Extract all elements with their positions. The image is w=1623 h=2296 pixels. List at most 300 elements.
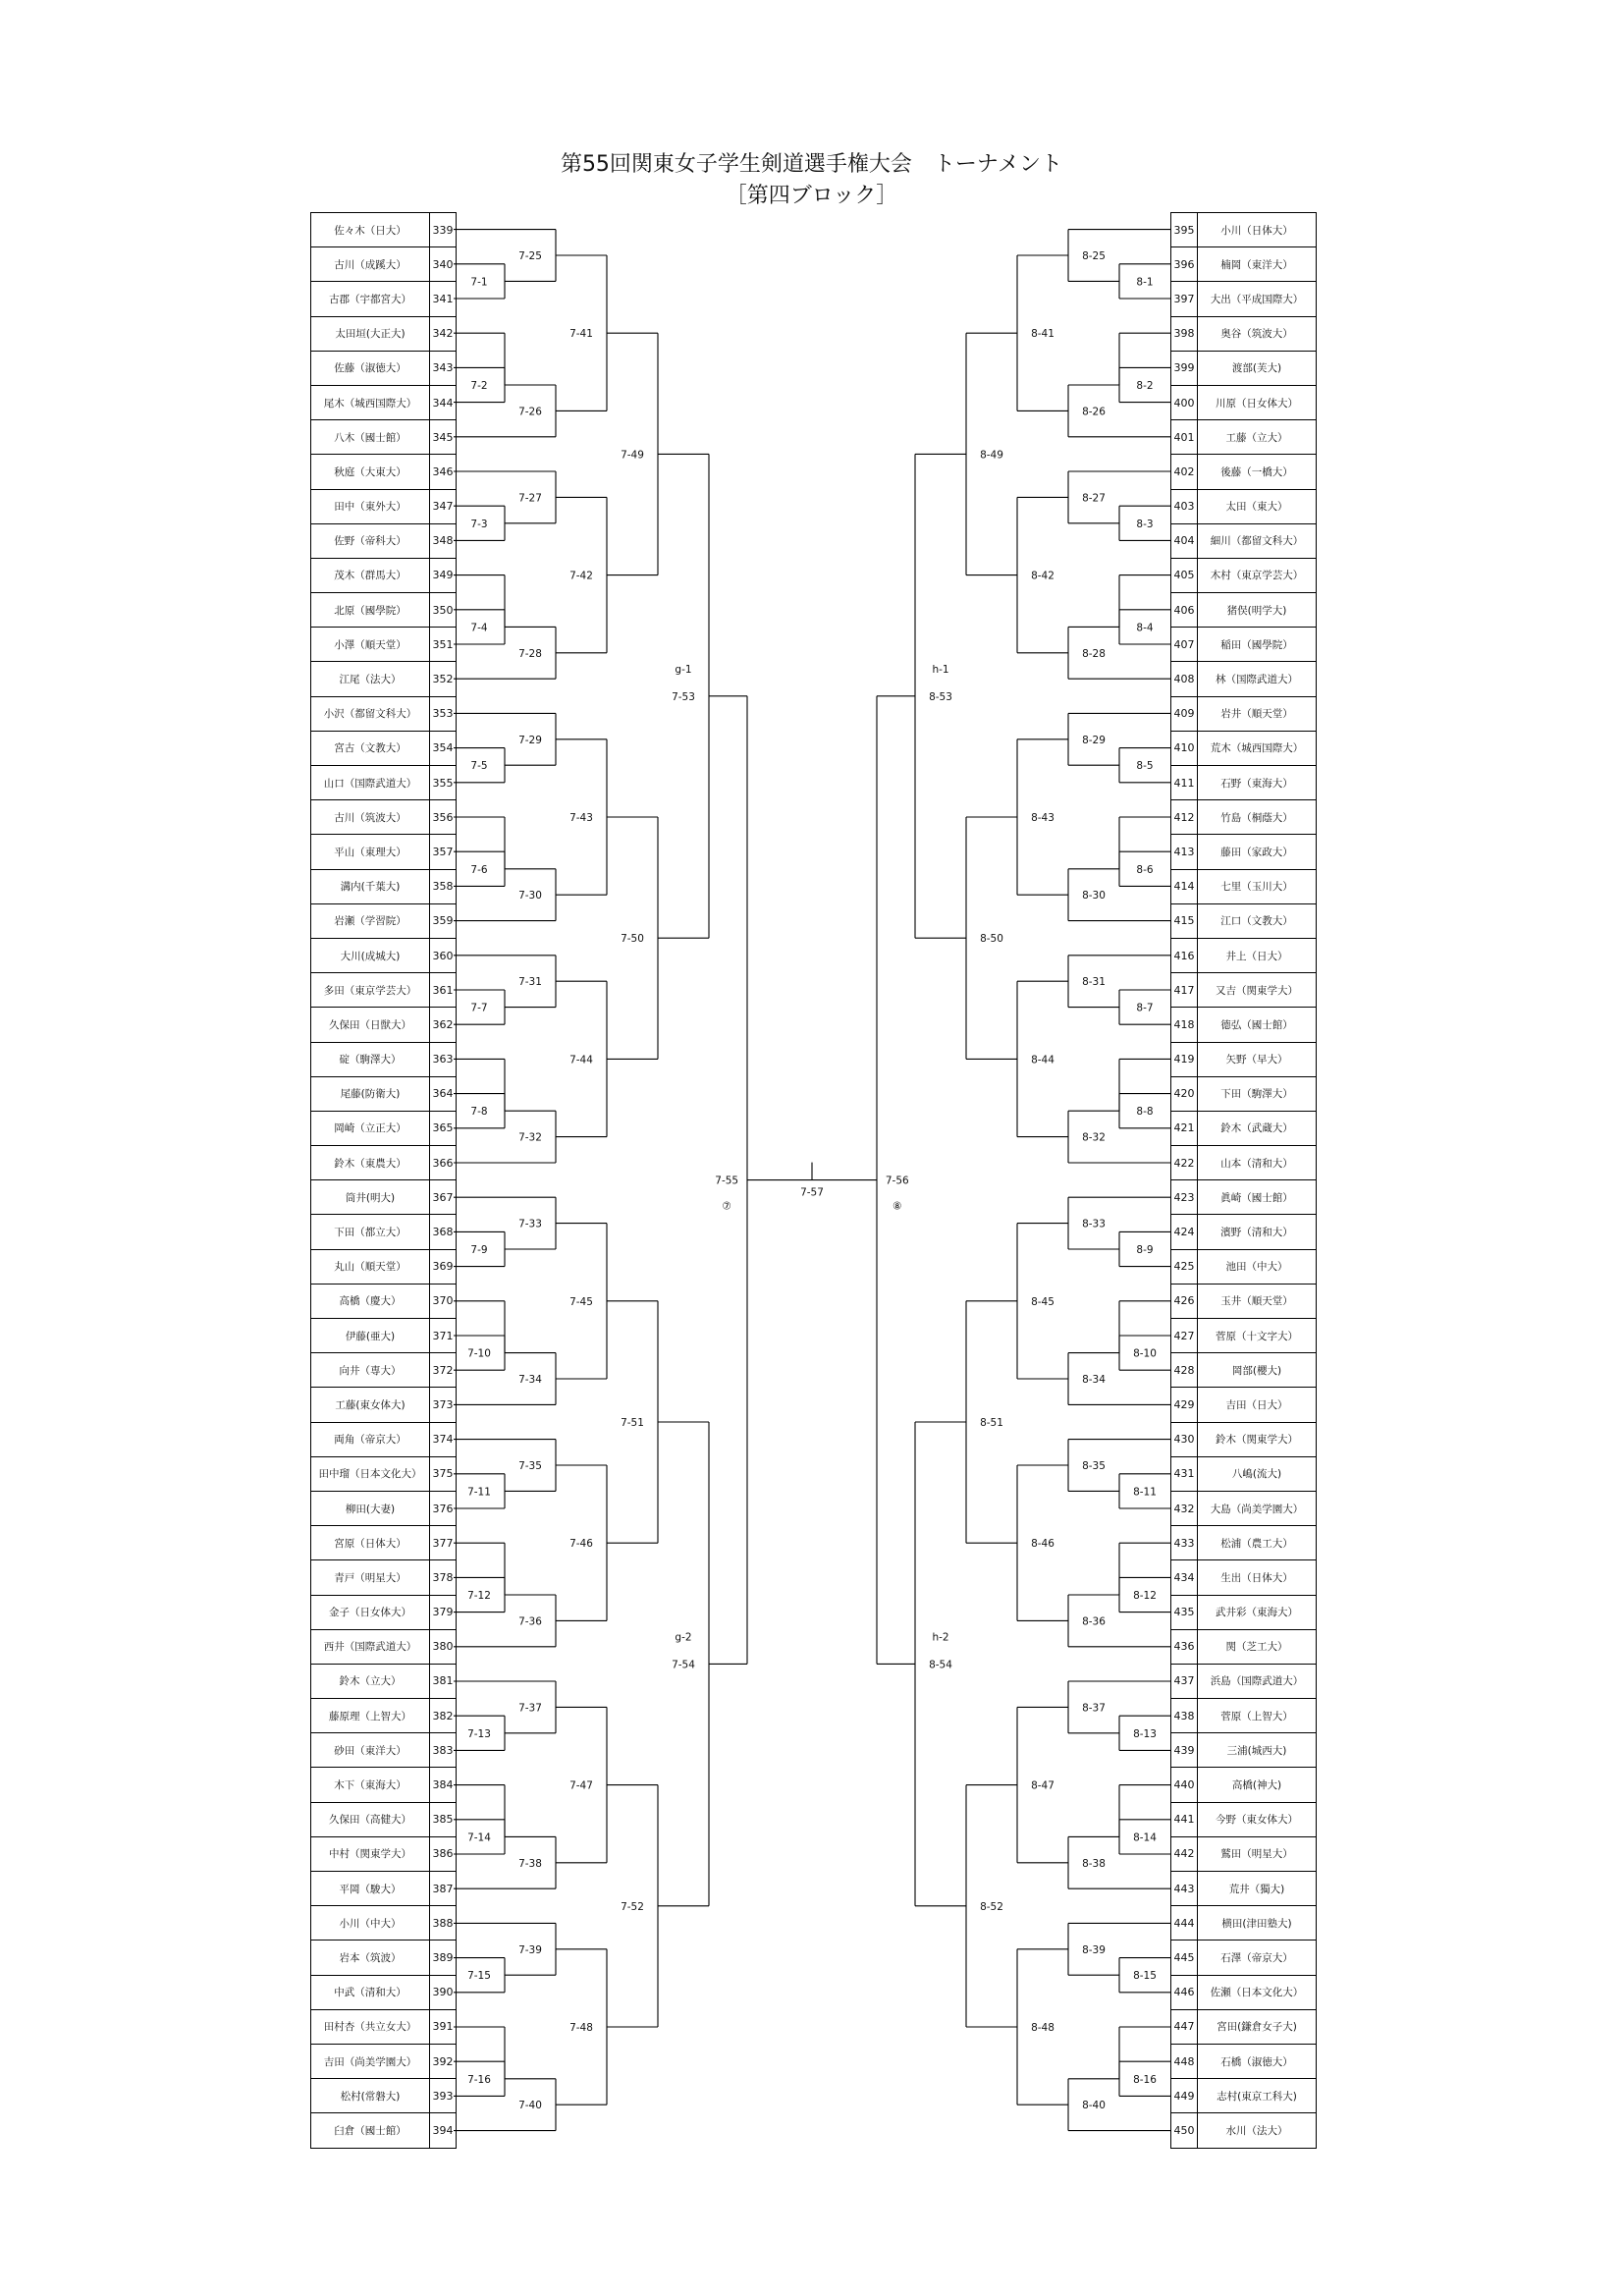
player-number: 447 — [1171, 2009, 1198, 2044]
player-number: 439 — [1171, 1733, 1198, 1768]
match-label: 7-49 — [621, 449, 644, 462]
player-number: 339 — [430, 213, 457, 247]
player-number: 363 — [430, 1042, 457, 1076]
match-label: 8-1 — [1136, 276, 1154, 289]
player-number: 392 — [430, 2044, 457, 2078]
player-name: 楠岡（東洋大） — [1198, 247, 1317, 282]
player-name: 小川（日体大） — [1198, 213, 1317, 247]
player-name: 岩本（筑波） — [311, 1941, 430, 1975]
player-number: 434 — [1171, 1560, 1198, 1595]
match-label: 8-38 — [1082, 1857, 1106, 1870]
player-name: 砂田（東洋大） — [311, 1733, 430, 1768]
player-number: 341 — [430, 282, 457, 316]
match-label: 8-46 — [1031, 1538, 1055, 1551]
player-name: 宮古（文教大） — [311, 731, 430, 765]
player-number: 394 — [430, 2113, 457, 2148]
match-label: 7-40 — [518, 2100, 542, 2112]
match-label: 7-43 — [569, 812, 593, 824]
match-label: 7-26 — [518, 406, 542, 418]
player-name: 久保田（高健大） — [311, 1802, 430, 1836]
match-label: 7-25 — [518, 250, 542, 262]
player-number: 438 — [1171, 1699, 1198, 1733]
player-name: 向井（専大） — [311, 1353, 430, 1388]
player-name: 青戸（明星大） — [311, 1560, 430, 1595]
player-number: 360 — [430, 938, 457, 972]
match-label: 8-40 — [1082, 2100, 1106, 2112]
player-name: 吉田（日大） — [1198, 1388, 1317, 1422]
player-name: 池田（中大） — [1198, 1249, 1317, 1284]
player-number: 374 — [430, 1422, 457, 1456]
player-name: 八嶋(流大) — [1198, 1456, 1317, 1491]
player-number: 346 — [430, 455, 457, 489]
player-name: 工藤(東女体大) — [311, 1388, 430, 1422]
player-name: 江口（文教大） — [1198, 903, 1317, 938]
player-number: 420 — [1171, 1076, 1198, 1111]
player-name: 菅原（十文字大） — [1198, 1319, 1317, 1353]
player-name: 井上（日大） — [1198, 938, 1317, 972]
match-label: 7-56 — [885, 1175, 909, 1187]
player-number: 369 — [430, 1249, 457, 1284]
player-name: 伊藤(亜大) — [311, 1319, 430, 1353]
player-name: 松浦（農工大） — [1198, 1526, 1317, 1560]
player-name: 古郡（宇都宮大） — [311, 282, 430, 316]
player-number: 353 — [430, 696, 457, 731]
player-number: 375 — [430, 1456, 457, 1491]
player-number: 378 — [430, 1560, 457, 1595]
match-label: 8-25 — [1082, 250, 1106, 262]
group-tag: h-1 — [932, 663, 949, 676]
player-name: 宮田(鎌倉女子大) — [1198, 2009, 1317, 2044]
match-label: 8-48 — [1031, 2022, 1055, 2034]
match-label: 7-29 — [518, 734, 542, 746]
player-number: 415 — [1171, 903, 1198, 938]
player-number: 376 — [430, 1491, 457, 1525]
player-name: 江尾（法大） — [311, 662, 430, 696]
match-label: 7-36 — [518, 1615, 542, 1628]
player-name: 太田（東大） — [1198, 489, 1317, 523]
player-number: 366 — [430, 1146, 457, 1180]
player-name: 藤原理（上智大） — [311, 1699, 430, 1733]
player-number: 428 — [1171, 1353, 1198, 1388]
player-name: 田中瑠（日本文化大） — [311, 1456, 430, 1491]
player-name: 岩瀬（学習院） — [311, 903, 430, 938]
match-label: 7-41 — [569, 328, 593, 341]
player-number: 372 — [430, 1353, 457, 1388]
player-name: 鈴木（武蔵大） — [1198, 1111, 1317, 1145]
player-name: 後藤（一橋大） — [1198, 455, 1317, 489]
player-name: 佐々木（日大） — [311, 213, 430, 247]
player-name: 三浦(城西大) — [1198, 1733, 1317, 1768]
match-label: 8-7 — [1136, 1002, 1154, 1014]
player-number: 446 — [1171, 1975, 1198, 2009]
match-label: 8-32 — [1082, 1131, 1106, 1144]
match-label: 7-5 — [470, 760, 488, 773]
player-name: 林（国際武道大） — [1198, 662, 1317, 696]
match-label: 7-28 — [518, 647, 542, 660]
player-number: 364 — [430, 1076, 457, 1111]
match-label: 8-26 — [1082, 406, 1106, 418]
player-name: 工藤（立大） — [1198, 420, 1317, 455]
match-label: 7-12 — [467, 1590, 491, 1602]
player-name: 碇（駒澤大） — [311, 1042, 430, 1076]
player-name: 筒井(明大) — [311, 1180, 430, 1215]
player-name: 佐野（帝科大） — [311, 523, 430, 558]
player-number: 398 — [1171, 316, 1198, 351]
group-tag: g-1 — [675, 663, 692, 676]
player-name: 小沢（都留文科大） — [311, 696, 430, 731]
player-name: 荒井（獨大) — [1198, 1872, 1317, 1906]
match-label: 8-37 — [1082, 1702, 1106, 1715]
match-label: 7-27 — [518, 492, 542, 505]
match-label: 8-3 — [1136, 518, 1154, 530]
match-label: 8-10 — [1133, 1347, 1157, 1360]
player-name: 川原（日女体大） — [1198, 385, 1317, 419]
player-name: 鷲田（明星大） — [1198, 1836, 1317, 1871]
player-number: 368 — [430, 1215, 457, 1249]
match-label: 8-49 — [980, 449, 1003, 462]
match-label: 7-42 — [569, 570, 593, 582]
player-name: 又吉（関東学大） — [1198, 973, 1317, 1008]
match-label: 7-6 — [470, 863, 488, 876]
match-label: 7-11 — [467, 1486, 491, 1499]
player-name: 丸山（順天堂） — [311, 1249, 430, 1284]
match-label: 7-10 — [467, 1347, 491, 1360]
player-number: 435 — [1171, 1595, 1198, 1629]
player-number: 345 — [430, 420, 457, 455]
player-number: 362 — [430, 1008, 457, 1042]
player-number: 413 — [1171, 835, 1198, 869]
player-number: 411 — [1171, 766, 1198, 800]
player-name: 尾藤(防衛大) — [311, 1076, 430, 1111]
player-number: 427 — [1171, 1319, 1198, 1353]
block-mark: ⑧ — [893, 1200, 902, 1213]
match-label: 7-30 — [518, 890, 542, 902]
group-tag: h-2 — [932, 1631, 949, 1644]
player-name: 両角（帝京大） — [311, 1422, 430, 1456]
player-name: 猪俣(明学大) — [1198, 593, 1317, 628]
player-number: 403 — [1171, 489, 1198, 523]
player-name: 石澤（帝京大） — [1198, 1941, 1317, 1975]
player-number: 441 — [1171, 1802, 1198, 1836]
match-label: 7-51 — [621, 1417, 644, 1429]
player-number: 359 — [430, 903, 457, 938]
player-number: 443 — [1171, 1872, 1198, 1906]
match-label: 7-31 — [518, 976, 542, 989]
player-number: 406 — [1171, 593, 1198, 628]
match-label: 8-27 — [1082, 492, 1106, 505]
player-number: 419 — [1171, 1042, 1198, 1076]
player-name: 柳田(大妻) — [311, 1491, 430, 1525]
player-number: 397 — [1171, 282, 1198, 316]
match-label: 7-38 — [518, 1857, 542, 1870]
match-label: 8-30 — [1082, 890, 1106, 902]
player-name: 浜島（国際武道大） — [1198, 1664, 1317, 1698]
player-number: 405 — [1171, 558, 1198, 592]
player-number: 404 — [1171, 523, 1198, 558]
player-name: 藤田（家政大） — [1198, 835, 1317, 869]
match-label: 7-7 — [470, 1002, 488, 1014]
player-number: 344 — [430, 385, 457, 419]
player-number: 401 — [1171, 420, 1198, 455]
player-name: 小川（中大） — [311, 1906, 430, 1941]
match-label: 8-9 — [1136, 1244, 1154, 1256]
player-name: 奥谷（筑波大） — [1198, 316, 1317, 351]
match-label: 7-15 — [467, 1970, 491, 1983]
match-label: 7-55 — [715, 1175, 739, 1187]
match-label: 7-54 — [672, 1659, 695, 1671]
player-number: 445 — [1171, 1941, 1198, 1975]
match-label: 8-42 — [1031, 570, 1055, 582]
player-number: 437 — [1171, 1664, 1198, 1698]
player-name: 濱野（清和大） — [1198, 1215, 1317, 1249]
player-name: 久保田（日獣大） — [311, 1008, 430, 1042]
player-number: 361 — [430, 973, 457, 1008]
match-label: 8-36 — [1082, 1615, 1106, 1628]
player-number: 423 — [1171, 1180, 1198, 1215]
player-name: 岩井（順天堂） — [1198, 696, 1317, 731]
player-name: 小澤（順天堂） — [311, 628, 430, 662]
player-name: 鈴木（関東学大） — [1198, 1422, 1317, 1456]
player-number: 367 — [430, 1180, 457, 1215]
match-label: 8-51 — [980, 1417, 1003, 1429]
player-name: 高橋（慶大） — [311, 1284, 430, 1318]
player-number: 373 — [430, 1388, 457, 1422]
player-name: 岡崎（立正大） — [311, 1111, 430, 1145]
match-label: 7-14 — [467, 1831, 491, 1844]
player-number: 352 — [430, 662, 457, 696]
player-number: 379 — [430, 1595, 457, 1629]
player-name: 鈴木（東農大） — [311, 1146, 430, 1180]
player-number: 389 — [430, 1941, 457, 1975]
match-label: 7-53 — [672, 690, 695, 703]
match-label: 8-50 — [980, 933, 1003, 946]
player-number: 354 — [430, 731, 457, 765]
match-label: 7-16 — [467, 2073, 491, 2086]
player-name: 山本（清和大） — [1198, 1146, 1317, 1180]
player-name: 鈴木（立大） — [311, 1664, 430, 1698]
player-number: 440 — [1171, 1768, 1198, 1802]
match-label: 7-4 — [470, 622, 488, 634]
match-label: 8-45 — [1031, 1295, 1055, 1308]
player-name: 平山（東理大） — [311, 835, 430, 869]
match-label: 7-48 — [569, 2022, 593, 2034]
player-number: 358 — [430, 869, 457, 903]
player-name: 細川（都留文科大） — [1198, 523, 1317, 558]
match-label: 7-9 — [470, 1244, 488, 1256]
player-name: 佐瀬（日本文化大） — [1198, 1975, 1317, 2009]
player-number: 384 — [430, 1768, 457, 1802]
player-number: 395 — [1171, 213, 1198, 247]
match-label: 7-32 — [518, 1131, 542, 1144]
match-label: 7-52 — [621, 1900, 644, 1913]
player-number: 431 — [1171, 1456, 1198, 1491]
player-name: 稲田（國學院） — [1198, 628, 1317, 662]
player-number: 425 — [1171, 1249, 1198, 1284]
player-number: 442 — [1171, 1836, 1198, 1871]
player-name: 德弘（國士館） — [1198, 1008, 1317, 1042]
player-name: 宮原（日体大） — [311, 1526, 430, 1560]
player-number: 418 — [1171, 1008, 1198, 1042]
player-number: 371 — [430, 1319, 457, 1353]
player-name: 古川（筑波大） — [311, 800, 430, 835]
match-label: 8-5 — [1136, 760, 1154, 773]
player-number: 383 — [430, 1733, 457, 1768]
group-tag: g-2 — [675, 1631, 692, 1644]
match-label: 8-54 — [929, 1659, 952, 1671]
player-name: 関（芝工大） — [1198, 1629, 1317, 1664]
match-label: 8-47 — [1031, 1779, 1055, 1792]
match-label: 8-34 — [1082, 1374, 1106, 1386]
player-name: 秋庭（大東大） — [311, 455, 430, 489]
player-number: 426 — [1171, 1284, 1198, 1318]
player-number: 400 — [1171, 385, 1198, 419]
player-name: 水川（法大） — [1198, 2113, 1317, 2148]
player-name: 石橋（淑徳大） — [1198, 2044, 1317, 2078]
match-label: 8-39 — [1082, 1943, 1106, 1956]
match-label: 8-35 — [1082, 1460, 1106, 1472]
player-name: 中村（関東学大） — [311, 1836, 430, 1871]
match-label: 8-52 — [980, 1900, 1003, 1913]
player-name: 金子（日女体大） — [311, 1595, 430, 1629]
player-number: 390 — [430, 1975, 457, 2009]
player-number: 414 — [1171, 869, 1198, 903]
player-name: 臼倉（國士館） — [311, 2113, 430, 2148]
player-number: 340 — [430, 247, 457, 282]
match-label: 8-43 — [1031, 812, 1055, 824]
player-number: 350 — [430, 593, 457, 628]
block-mark: ⑦ — [722, 1200, 731, 1213]
player-number: 377 — [430, 1526, 457, 1560]
match-label: 8-53 — [929, 690, 952, 703]
player-number: 436 — [1171, 1629, 1198, 1664]
player-name: 田中（東外大） — [311, 489, 430, 523]
player-name: 渡部(芙大) — [1198, 351, 1317, 385]
match-label: 7-8 — [470, 1106, 488, 1119]
player-number: 351 — [430, 628, 457, 662]
player-number: 449 — [1171, 2079, 1198, 2113]
player-name: 大川(成城大) — [311, 938, 430, 972]
match-label: 7-46 — [569, 1538, 593, 1551]
match-label: 7-45 — [569, 1295, 593, 1308]
final-label: 7-57 — [800, 1186, 824, 1199]
player-number: 387 — [430, 1872, 457, 1906]
player-name: 木村（東京学芸大） — [1198, 558, 1317, 592]
match-label: 8-4 — [1136, 622, 1154, 634]
player-name: 北原（國學院） — [311, 593, 430, 628]
player-number: 448 — [1171, 2044, 1198, 2078]
player-number: 343 — [430, 351, 457, 385]
player-name: 横田(津田塾大) — [1198, 1906, 1317, 1941]
match-label: 8-2 — [1136, 380, 1154, 392]
player-number: 396 — [1171, 247, 1198, 282]
tournament-title: 第55回関東女子学生剣道選手権大会 トーナメント — [560, 152, 1063, 177]
player-name: 多田（東京学芸大） — [311, 973, 430, 1008]
player-name: 武井彩（東海大） — [1198, 1595, 1317, 1629]
match-label: 7-44 — [569, 1054, 593, 1066]
player-name: 茂木（群馬大） — [311, 558, 430, 592]
player-name: 玉井（順天堂） — [1198, 1284, 1317, 1318]
player-name: 平岡（駿大） — [311, 1872, 430, 1906]
player-number: 347 — [430, 489, 457, 523]
match-label: 8-44 — [1031, 1054, 1055, 1066]
match-label: 8-41 — [1031, 328, 1055, 341]
player-name: 太田垣(大正大) — [311, 316, 430, 351]
player-name: 山口（国際武道大） — [311, 766, 430, 800]
player-number: 410 — [1171, 731, 1198, 765]
player-number: 370 — [430, 1284, 457, 1318]
match-label: 8-16 — [1133, 2073, 1157, 2086]
match-label: 8-8 — [1136, 1106, 1154, 1119]
player-name: 石野（東海大） — [1198, 766, 1317, 800]
player-number: 386 — [430, 1836, 457, 1871]
block-title: ［第四ブロック］ — [725, 184, 898, 208]
player-number: 342 — [430, 316, 457, 351]
player-name: 下田（駒澤大） — [1198, 1076, 1317, 1111]
player-number: 348 — [430, 523, 457, 558]
player-number: 416 — [1171, 938, 1198, 972]
player-number: 393 — [430, 2079, 457, 2113]
player-number: 429 — [1171, 1388, 1198, 1422]
player-name: 松村(常磐大) — [311, 2079, 430, 2113]
match-label: 8-28 — [1082, 647, 1106, 660]
player-number: 382 — [430, 1699, 457, 1733]
player-name: 佐藤（淑徳大） — [311, 351, 430, 385]
player-name: 眞崎（國士館） — [1198, 1180, 1317, 1215]
player-number: 421 — [1171, 1111, 1198, 1145]
player-name: 尾木（城西国際大） — [311, 385, 430, 419]
match-label: 8-31 — [1082, 976, 1106, 989]
player-name: 八木（國士館） — [311, 420, 430, 455]
player-number: 381 — [430, 1664, 457, 1698]
match-label: 7-33 — [518, 1218, 542, 1230]
player-name: 西井（国際武道大） — [311, 1629, 430, 1664]
player-number: 433 — [1171, 1526, 1198, 1560]
player-name: 生出（日体大） — [1198, 1560, 1317, 1595]
player-number: 450 — [1171, 2113, 1198, 2148]
player-name: 木下（東海大） — [311, 1768, 430, 1802]
match-label: 8-12 — [1133, 1590, 1157, 1602]
match-label: 7-3 — [470, 518, 488, 530]
match-label: 7-50 — [621, 933, 644, 946]
player-number: 412 — [1171, 800, 1198, 835]
player-name: 溝内(千葉大) — [311, 869, 430, 903]
match-label: 8-11 — [1133, 1486, 1157, 1499]
player-number: 357 — [430, 835, 457, 869]
player-number: 365 — [430, 1111, 457, 1145]
player-name: 荒木（城西国際大） — [1198, 731, 1317, 765]
player-number: 349 — [430, 558, 457, 592]
player-name: 七里（玉川大） — [1198, 869, 1317, 903]
player-name: 下田（都立大） — [311, 1215, 430, 1249]
match-label: 8-6 — [1136, 863, 1154, 876]
match-label: 8-29 — [1082, 734, 1106, 746]
player-number: 356 — [430, 800, 457, 835]
match-label: 8-13 — [1133, 1727, 1157, 1740]
match-label: 7-37 — [518, 1702, 542, 1715]
player-name: 古川（成蹊大） — [311, 247, 430, 282]
player-number: 417 — [1171, 973, 1198, 1008]
player-name: 高橋(神大) — [1198, 1768, 1317, 1802]
player-number: 422 — [1171, 1146, 1198, 1180]
player-number: 409 — [1171, 696, 1198, 731]
player-name: 中武（清和大） — [311, 1975, 430, 2009]
player-number: 432 — [1171, 1491, 1198, 1525]
player-number: 391 — [430, 2009, 457, 2044]
player-number: 444 — [1171, 1906, 1198, 1941]
match-label: 7-13 — [467, 1727, 491, 1740]
player-number: 385 — [430, 1802, 457, 1836]
match-label: 7-1 — [470, 276, 488, 289]
